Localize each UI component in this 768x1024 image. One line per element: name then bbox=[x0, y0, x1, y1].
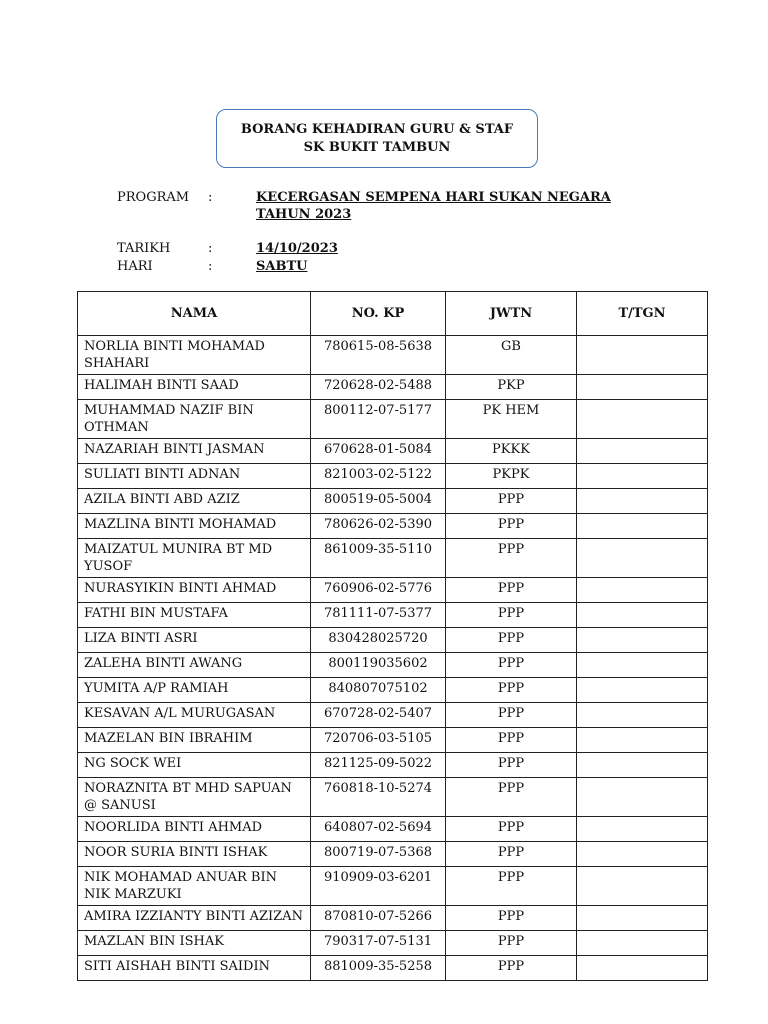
cell-nama: MAZLAN BIN ISHAK bbox=[78, 931, 311, 956]
cell-no-kp: 840807075102 bbox=[311, 678, 446, 703]
table-row bbox=[78, 439, 708, 464]
colon: : bbox=[208, 259, 213, 274]
attendance-table bbox=[77, 291, 708, 981]
cell-jwtn: PPP bbox=[446, 906, 577, 931]
cell-signature[interactable] bbox=[577, 817, 708, 842]
cell-signature[interactable] bbox=[577, 653, 708, 678]
cell-no-kp: 800719-07-5368 bbox=[311, 842, 446, 867]
cell-signature[interactable] bbox=[577, 603, 708, 628]
table-row bbox=[78, 464, 708, 489]
cell-nama: AMIRA IZZIANTY BINTI AZIZAN bbox=[78, 906, 311, 931]
cell-nama: YUMITA A/P RAMIAH bbox=[78, 678, 311, 703]
cell-nama: NIK MOHAMAD ANUAR BIN NIK MARZUKI bbox=[78, 867, 311, 906]
table-row bbox=[78, 753, 708, 778]
cell-nama: MAZLINA BINTI MOHAMAD bbox=[78, 514, 311, 539]
cell-no-kp: 780615-08-5638 bbox=[311, 336, 446, 375]
cell-signature[interactable] bbox=[577, 842, 708, 867]
cell-jwtn: PPP bbox=[446, 867, 577, 906]
cell-nama: NOOR SURIA BINTI ISHAK bbox=[78, 842, 311, 867]
hari-label: HARI bbox=[117, 259, 153, 274]
tarikh-row bbox=[117, 240, 417, 257]
program-value-line2: TAHUN 2023 bbox=[256, 207, 352, 222]
table-row bbox=[78, 400, 708, 439]
cell-jwtn: PPP bbox=[446, 603, 577, 628]
cell-signature[interactable] bbox=[577, 931, 708, 956]
cell-jwtn: PPP bbox=[446, 678, 577, 703]
cell-signature[interactable] bbox=[577, 728, 708, 753]
program-label: PROGRAM bbox=[117, 190, 190, 205]
cell-no-kp: 720628-02-5488 bbox=[311, 375, 446, 400]
cell-signature[interactable] bbox=[577, 628, 708, 653]
cell-no-kp: 790317-07-5131 bbox=[311, 931, 446, 956]
tarikh-value: 14/10/2023 bbox=[256, 241, 338, 256]
cell-jwtn: PPP bbox=[446, 817, 577, 842]
cell-signature[interactable] bbox=[577, 336, 708, 375]
cell-no-kp: 830428025720 bbox=[311, 628, 446, 653]
program-row bbox=[117, 189, 637, 223]
cell-nama: KESAVAN A/L MURUGASAN bbox=[78, 703, 311, 728]
cell-signature[interactable] bbox=[577, 464, 708, 489]
col-header-ttgn: T/TGN bbox=[577, 292, 708, 336]
cell-signature[interactable] bbox=[577, 956, 708, 981]
table-row bbox=[78, 703, 708, 728]
form-title-box bbox=[216, 109, 538, 168]
cell-no-kp: 870810-07-5266 bbox=[311, 906, 446, 931]
cell-nama: FATHI BIN MUSTAFA bbox=[78, 603, 311, 628]
cell-no-kp: 821125-09-5022 bbox=[311, 753, 446, 778]
table-row bbox=[78, 842, 708, 867]
cell-nama: MAZELAN BIN IBRAHIM bbox=[78, 728, 311, 753]
table-row bbox=[78, 489, 708, 514]
table-row bbox=[78, 778, 708, 817]
cell-jwtn: PPP bbox=[446, 778, 577, 817]
cell-nama: SITI AISHAH BINTI SAIDIN bbox=[78, 956, 311, 981]
cell-signature[interactable] bbox=[577, 867, 708, 906]
table-row bbox=[78, 678, 708, 703]
table-row bbox=[78, 539, 708, 578]
table-row bbox=[78, 728, 708, 753]
cell-jwtn: PKP bbox=[446, 375, 577, 400]
col-header-no-kp: NO. KP bbox=[311, 292, 446, 336]
cell-jwtn: PK HEM bbox=[446, 400, 577, 439]
tarikh-label: TARIKH bbox=[117, 241, 171, 256]
cell-nama: AZILA BINTI ABD AZIZ bbox=[78, 489, 311, 514]
cell-jwtn: PPP bbox=[446, 842, 577, 867]
cell-no-kp: 720706-03-5105 bbox=[311, 728, 446, 753]
cell-jwtn: PPP bbox=[446, 578, 577, 603]
cell-nama: NG SOCK WEI bbox=[78, 753, 311, 778]
cell-signature[interactable] bbox=[577, 489, 708, 514]
cell-signature[interactable] bbox=[577, 778, 708, 817]
hari-value: SABTU bbox=[256, 259, 308, 274]
cell-jwtn: GB bbox=[446, 336, 577, 375]
table-row bbox=[78, 375, 708, 400]
form-title: BORANG KEHADIRAN GURU & STAF bbox=[240, 121, 514, 137]
cell-jwtn: PPP bbox=[446, 489, 577, 514]
cell-signature[interactable] bbox=[577, 439, 708, 464]
table-row bbox=[78, 931, 708, 956]
cell-signature[interactable] bbox=[577, 678, 708, 703]
cell-no-kp: 881009-35-5258 bbox=[311, 956, 446, 981]
cell-no-kp: 670728-02-5407 bbox=[311, 703, 446, 728]
table-row bbox=[78, 956, 708, 981]
cell-jwtn: PPP bbox=[446, 628, 577, 653]
program-value-line1: KECERGASAN SEMPENA HARI SUKAN NEGARA bbox=[256, 190, 611, 205]
cell-jwtn: PPP bbox=[446, 728, 577, 753]
cell-no-kp: 781111-07-5377 bbox=[311, 603, 446, 628]
col-header-jwtn: JWTN bbox=[446, 292, 577, 336]
cell-no-kp: 861009-35-5110 bbox=[311, 539, 446, 578]
cell-jwtn: PPP bbox=[446, 703, 577, 728]
cell-nama: SULIATI BINTI ADNAN bbox=[78, 464, 311, 489]
cell-jwtn: PKPK bbox=[446, 464, 577, 489]
cell-jwtn: PKKK bbox=[446, 439, 577, 464]
cell-signature[interactable] bbox=[577, 400, 708, 439]
cell-nama: NOORLIDA BINTI AHMAD bbox=[78, 817, 311, 842]
table-body bbox=[78, 336, 708, 981]
cell-jwtn: PPP bbox=[446, 653, 577, 678]
table-header-row bbox=[78, 292, 708, 336]
cell-signature[interactable] bbox=[577, 375, 708, 400]
cell-no-kp: 800519-05-5004 bbox=[311, 489, 446, 514]
cell-no-kp: 910909-03-6201 bbox=[311, 867, 446, 906]
table-row bbox=[78, 817, 708, 842]
cell-jwtn: PPP bbox=[446, 931, 577, 956]
table-row bbox=[78, 603, 708, 628]
colon: : bbox=[208, 241, 213, 256]
cell-signature[interactable] bbox=[577, 514, 708, 539]
cell-no-kp: 670628-01-5084 bbox=[311, 439, 446, 464]
cell-signature[interactable] bbox=[577, 753, 708, 778]
cell-signature[interactable] bbox=[577, 906, 708, 931]
table-row bbox=[78, 906, 708, 931]
cell-jwtn: PPP bbox=[446, 956, 577, 981]
cell-no-kp: 800119035602 bbox=[311, 653, 446, 678]
col-header-nama: NAMA bbox=[78, 292, 311, 336]
cell-no-kp: 800112-07-5177 bbox=[311, 400, 446, 439]
cell-jwtn: PPP bbox=[446, 753, 577, 778]
cell-nama: NAZARIAH BINTI JASMAN bbox=[78, 439, 311, 464]
cell-nama: MUHAMMAD NAZIF BIN OTHMAN bbox=[78, 400, 311, 439]
cell-nama: LIZA BINTI ASRI bbox=[78, 628, 311, 653]
cell-nama: HALIMAH BINTI SAAD bbox=[78, 375, 311, 400]
colon: : bbox=[208, 190, 213, 205]
cell-nama: NURASYIKIN BINTI AHMAD bbox=[78, 578, 311, 603]
cell-signature[interactable] bbox=[577, 578, 708, 603]
cell-jwtn: PPP bbox=[446, 514, 577, 539]
cell-signature[interactable] bbox=[577, 703, 708, 728]
cell-signature[interactable] bbox=[577, 539, 708, 578]
cell-nama: MAIZATUL MUNIRA BT MD YUSOF bbox=[78, 539, 311, 578]
cell-no-kp: 821003-02-5122 bbox=[311, 464, 446, 489]
cell-jwtn: PPP bbox=[446, 539, 577, 578]
school-name: SK BUKIT TAMBUN bbox=[303, 139, 451, 155]
cell-nama: NORLIA BINTI MOHAMAD SHAHARI bbox=[78, 336, 311, 375]
hari-row bbox=[117, 258, 417, 275]
cell-nama: NORAZNITA BT MHD SAPUAN @ SANUSI bbox=[78, 778, 311, 817]
table-row bbox=[78, 653, 708, 678]
cell-no-kp: 760818-10-5274 bbox=[311, 778, 446, 817]
table-row bbox=[78, 628, 708, 653]
cell-no-kp: 640807-02-5694 bbox=[311, 817, 446, 842]
table-row bbox=[78, 336, 708, 375]
cell-no-kp: 760906-02-5776 bbox=[311, 578, 446, 603]
cell-nama: ZALEHA BINTI AWANG bbox=[78, 653, 311, 678]
table-row bbox=[78, 578, 708, 603]
cell-no-kp: 780626-02-5390 bbox=[311, 514, 446, 539]
table-row bbox=[78, 514, 708, 539]
table-row bbox=[78, 867, 708, 906]
